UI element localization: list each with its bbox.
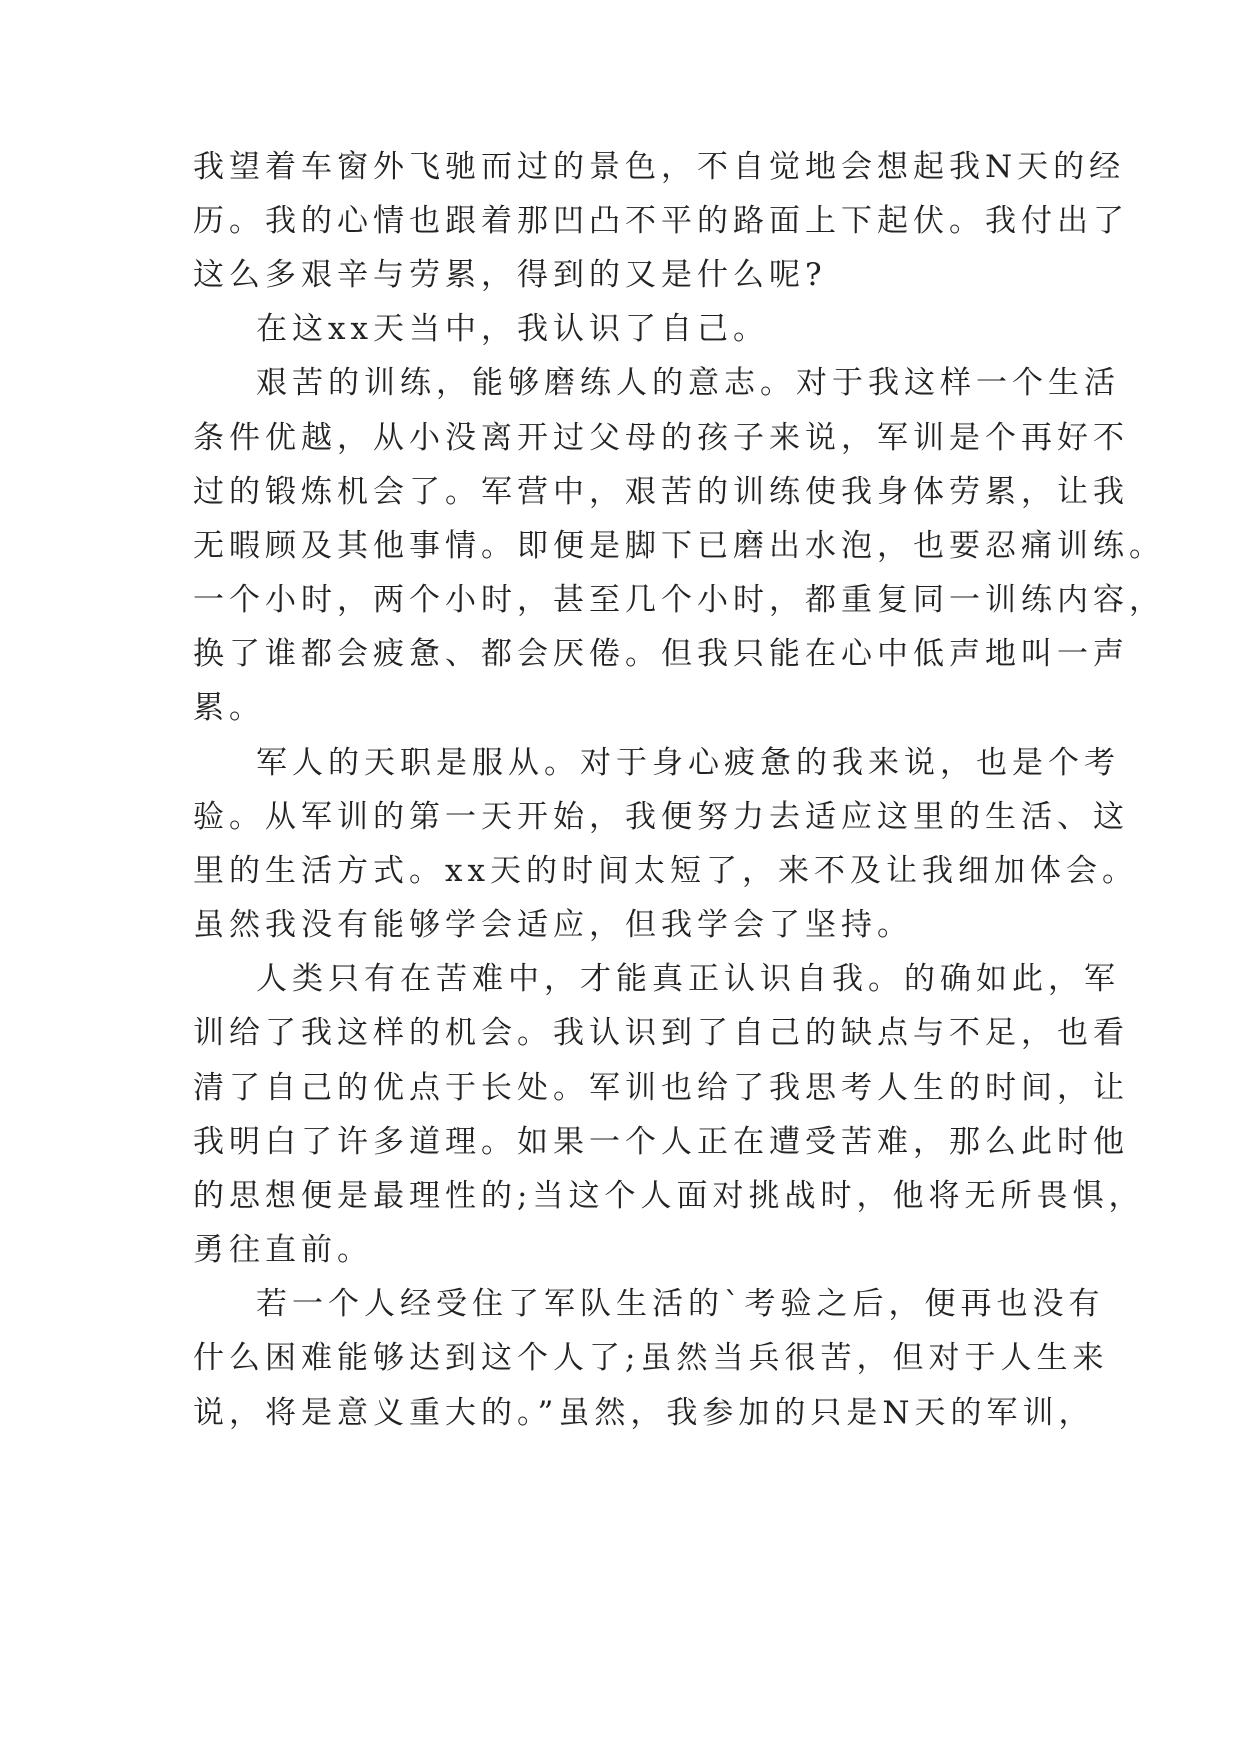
text-line: 我望着车窗外飞驰而过的景色，不自觉地会想起我N天的经 [193,149,1126,185]
text-line: 虽然我没有能够学会适应，但我学会了坚持。 [193,907,913,943]
text-line: 说，将是意义重大的。”虽然，我参加的只是N天的军训， [193,1395,1095,1431]
text-line: 我明白了许多道理。如果一个人正在遭受苦难，那么此时他 [193,1124,1129,1160]
text-line: 无暇顾及其他事情。即便是脚下已磨出水泡，也要忍痛训练。 [193,528,1165,564]
text-line: 里的生活方式。xx天的时间太短了，来不及让我细加体会。 [193,853,1138,889]
text-line: 什么困难能够达到这个人了;虽然当兵很苦，但对于人生来 [193,1340,1109,1376]
text-line: 这么多艰辛与劳累，得到的又是什么呢? [193,257,827,293]
text-line: 验。从军训的第一天开始，我便努力去适应这里的生活、这 [193,799,1129,835]
text-line: 累。 [193,690,265,726]
paragraph-first-line: 人类只有在苦难中，才能真正认识自我。的确如此，军 [256,961,1120,997]
paragraph-first-line: 在这xx天当中，我认识了自己。 [256,311,769,347]
text-line: 勇往直前。 [193,1232,373,1268]
paragraph-first-line: 艰苦的训练，能够磨练人的意志。对于我这样一个生活 [256,365,1120,401]
text-line: 条件优越，从小没离开过父母的孩子来说，军训是个再好不 [193,420,1129,456]
text-line: 清了自己的优点于长处。军训也给了我思考人生的时间，让 [193,1070,1129,1106]
text-line: 历。我的心情也跟着那凹凸不平的路面上下起伏。我付出了 [193,203,1129,239]
text-line: 训给了我这样的机会。我认识到了自己的缺点与不足，也看 [193,1015,1129,1051]
text-line: 的思想便是最理性的;当这个人面对挑战时，他将无所畏惧， [193,1178,1145,1214]
paragraph-first-line: 军人的天职是服从。对于身心疲惫的我来说，也是个考 [256,745,1120,781]
text-line: 过的锻炼机会了。军营中，艰苦的训练使我身体劳累，让我 [193,474,1129,510]
text-line: 一个小时，两个小时，甚至几个小时，都重复同一训练内容， [193,582,1165,618]
text-line: 换了谁都会疲惫、都会厌倦。但我只能在心中低声地叫一声 [193,636,1129,672]
paragraph-first-line: 若一个人经受住了军队生活的`考验之后，便再也没有 [256,1286,1105,1322]
